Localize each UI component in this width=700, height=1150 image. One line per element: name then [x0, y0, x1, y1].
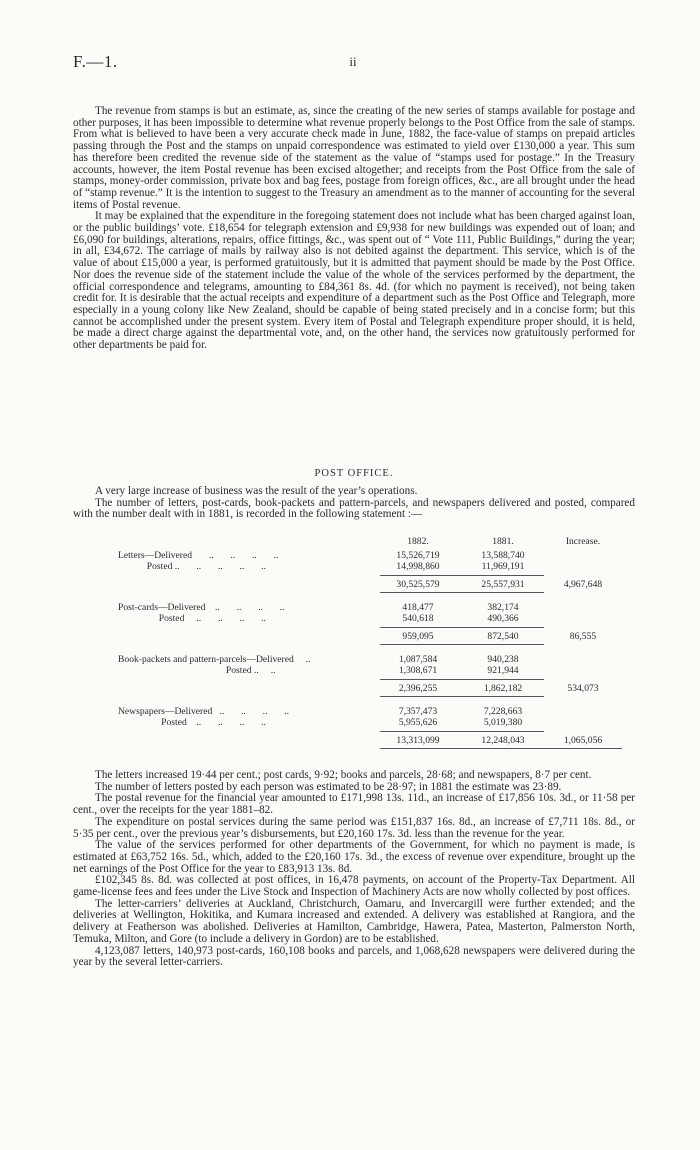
table-total-row — [118, 735, 603, 746]
column-header-1881: 1881. — [492, 536, 514, 547]
paragraph: 4,123,087 letters, 140,973 post-cards, 160,108 books and parcels, and 1,068,628 newspapers were delivered during the year by the several letter-carriers. — [73, 944, 635, 969]
rule — [380, 731, 544, 732]
total-1881: 872,540 — [487, 631, 519, 642]
table-row — [118, 706, 598, 717]
value-1881: 11,969,191 — [481, 561, 525, 572]
column-header-increase: Increase. — [565, 536, 601, 547]
value-1882: 1,087,584 — [398, 654, 438, 665]
value-1881: 5,019,380 — [483, 717, 523, 728]
value-1882: 15,526,719 — [396, 550, 440, 561]
value-1882: 540,618 — [402, 613, 434, 624]
paragraph: The revenue from stamps is but an estimate, as, since the creating of the new series of stamps available for postage and other purposes, it has been impossible to determine what revenue properly belongs to the Post Office from the sale of stamps. From what is believed to have been a very accurate check made in June, 1882, the face-value of stamps on prepaid articles passing through the Post and the stamps on unpaid correspondence was estimated to yield over £130,000 a year. This sum has therefore been credited the revenue side of the statement as the value of “stamps used for postage.” In the Treasury accounts, however, the item Postal revenue has been excised altogether; and receipts from the Post Office from the sale of stamps, money-order commission, private box and bag fees, postage from foreign offices, &c., are all brought under the head of “stamp revenue.” It is the intention to suggest to the Treasury an amendment as to the manner of accounting for the several items of Postal revenue. — [73, 105, 636, 211]
post-office-intro — [73, 486, 635, 521]
row-label: Letters—Delivered .. .. .. .. — [118, 550, 279, 561]
row-label: Post-cards—Delivered .. .. .. .. — [118, 602, 285, 613]
paragraph: The letters increased 19·44 per cent.; post cards, 9·92; books and parcels, 28·68; and newspapers, 8·7 per cent. — [95, 769, 592, 781]
increase-value: 534,073 — [567, 683, 599, 694]
paragraph: The number of letters, post-cards, book-packets and pattern-parcels, and newspapers delivered and posted, compared with the number dealt with in 1881, is recorded in the following statement :— — [73, 496, 635, 521]
total-1881: 12,248,043 — [481, 735, 525, 746]
paragraph: The number of letters posted by each person was estimated to be 28·97; in 1881 the estimate was 23·89. — [95, 780, 562, 793]
paragraph: The value of the services performed for other departments of the Government, for which no payment is made, is estimated at £63,752 16s. 5d., which, added to the £20,160 17s. 3d., the excess of revenue over expenditure, brought up the net earnings of the Post Office for the year to £83,913 13s. 8d. — [73, 839, 635, 875]
paragraph: The expenditure on postal services during the same period was £151,837 16s. 8d., an increase of £7,711 18s. 8d., or 5·35 per cent., over the previous year’s disbursements, but £20,160 17s. 3d. less than the revenue for the year. — [73, 815, 635, 840]
increase-value: 86,555 — [569, 631, 597, 642]
value-1882: 7,357,473 — [398, 706, 438, 717]
value-1881: 13,588,740 — [481, 550, 525, 561]
post-office-details — [73, 770, 635, 969]
rule — [380, 696, 544, 697]
page-number: ii — [349, 54, 357, 69]
total-1881: 1,862,182 — [483, 683, 523, 694]
intro-section — [73, 106, 635, 352]
total-1882: 959,095 — [402, 631, 434, 642]
total-1881: 25,557,931 — [481, 579, 525, 590]
rule — [380, 748, 622, 749]
row-label: Posted .. .. — [118, 665, 276, 676]
increase-value: 4,967,648 — [563, 579, 603, 590]
rule — [380, 627, 544, 628]
section-heading: POST OFFICE. — [314, 468, 394, 479]
value-1882: 14,998,860 — [396, 561, 440, 572]
paragraph: A very large increase of business was the result of the year’s operations. — [95, 485, 418, 497]
table-row — [118, 550, 598, 561]
document-reference: F.—1. — [73, 52, 118, 71]
row-label: Newspapers—Delivered .. .. .. .. — [118, 706, 290, 717]
table-row — [118, 613, 598, 624]
table-row — [118, 602, 598, 613]
total-1882: 30,525,579 — [396, 579, 440, 590]
rule — [380, 592, 544, 593]
paragraph: The postal revenue for the financial year amounted to £171,998 13s. 11d., an increase of £17,856 10s. 3d., or 11·58 per cent., over the receipts for the year 1881–82. — [73, 792, 635, 817]
rule — [380, 644, 544, 645]
rule — [380, 679, 544, 680]
row-label: Posted .. .. .. .. .. — [118, 561, 266, 572]
table-total-row — [118, 683, 598, 694]
page-header — [73, 52, 633, 76]
table-row — [118, 561, 598, 572]
value-1881: 921,944 — [487, 665, 519, 676]
value-1882: 5,955,626 — [398, 717, 438, 728]
total-1882: 13,313,099 — [396, 735, 440, 746]
total-1882: 2,396,255 — [398, 683, 438, 694]
column-header-1882: 1882. — [407, 536, 429, 547]
paragraph: It may be explained that the expenditure in the foregoing statement does not include what has been charged against loan, or the public buildings’ vote. £18,654 for telegraph extension and £9,938 for new buildings was expended out of loan; and £6,090 for buildings, alterations, repairs, office fittings, &c., was spent out of “ Vote 111, Public Buildings,” during the year; in all, £34,672. The carriage of mails by railway also is not debited against the department. This service, which is of the value of about £15,000 a year, is performed gratuitously, but it is admitted that payment should be made by the Post Office. Nor does the revenue side of the statement include the value of the whole of the services performed by the department, the official correspondence and telegrams, amounting to £84,361 8s. 4d. (for which no payment is received), not being taken credit for. It is desirable that the actual receipts and expenditure of a department such as the Post Office and Telegraph, more especially in a young colony like New Zealand, should be capable of being stated precisely and in a concise form; but this cannot be accomplished under the present system. Every item of Postal and Telegraph expenditure proper should, it is held, be made a direct charge against the departmental vote, and, on the other hand, the services now gratuitously performed for other departments be paid for. — [73, 210, 635, 352]
value-1882: 418,477 — [402, 602, 434, 613]
row-label: Book-packets and pattern-parcels—Delivered .. — [118, 654, 311, 665]
value-1881: 940,238 — [487, 654, 519, 665]
table-total-row — [118, 579, 603, 590]
paragraph: £102,345 8s. 8d. was collected at post offices, in 16,478 payments, on account of the Property-Tax Department. All game-license fees and fees under the Live Stock and Inspection of Machinery Acts are now wholly collected by post offices. — [73, 874, 635, 899]
row-label: Posted .. .. .. .. — [118, 717, 266, 728]
row-label: Posted .. .. .. .. — [118, 613, 266, 624]
table-total-row — [118, 631, 598, 642]
table-group-newspapers — [118, 706, 603, 770]
paragraph: The letter-carriers’ deliveries at Auckland, Christchurch, Oamaru, and Invercargill were further extended; and the deliveries at Wellington, Hokitika, and Kumara increased and extended. A delivery was established at Rangiora, and the delivery at Featherson was abolished. Deliveries at Hamilton, Cambridge, Hawera, Patea, Masterton, Palmerston North, Temuka, Milton, and Gore (to include a delivery in Gordon) are to be established. — [73, 897, 635, 945]
value-1881: 382,174 — [487, 602, 519, 613]
value-1881: 7,228,663 — [483, 706, 523, 717]
rule — [380, 575, 544, 576]
table-row — [118, 665, 598, 676]
value-1882: 1,308,671 — [398, 665, 438, 676]
value-1881: 490,366 — [487, 613, 519, 624]
table-row — [118, 717, 598, 728]
table-row — [118, 654, 598, 665]
increase-value: 1,065,056 — [563, 735, 603, 746]
